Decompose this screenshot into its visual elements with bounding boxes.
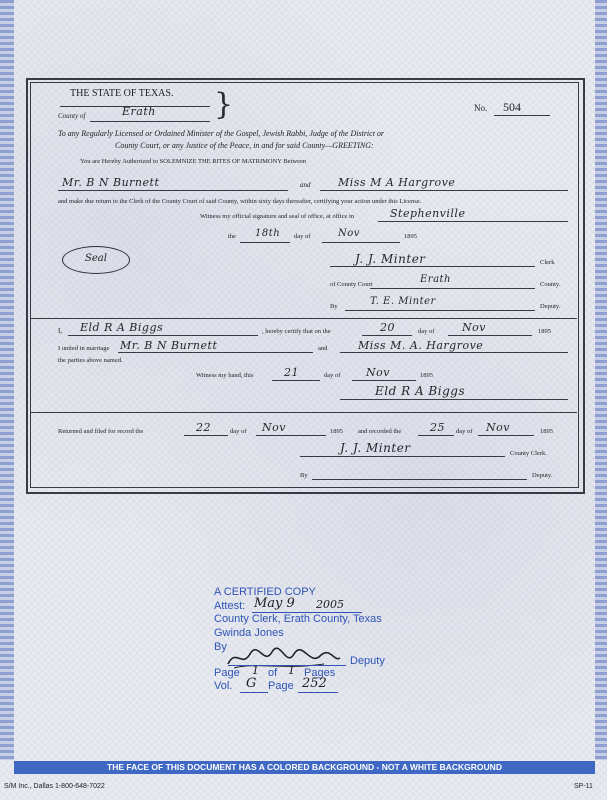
recorded-year: 1895 — [540, 428, 553, 435]
colored-background-banner: THE FACE OF THIS DOCUMENT HAS A COLORED BACKGROUND - NOT A WHITE BACKGROUND — [14, 761, 595, 774]
license-day-value: 18th — [255, 228, 281, 239]
county-court-label: of County Court — [330, 281, 373, 288]
returned-label: Returned and filed for record the — [58, 428, 144, 435]
bride-name: Miss M A Hargrove — [338, 176, 456, 189]
stamp-vol-page-value: 252 — [302, 676, 327, 691]
attest-date: May 9 — [254, 596, 295, 611]
filed-year: 1895 — [330, 428, 343, 435]
right-edge-pattern — [595, 0, 607, 760]
certificate-day-of-label: day of — [418, 328, 435, 335]
stamp-of-label: of — [268, 667, 278, 679]
office-place: Stephenville — [390, 207, 466, 220]
vol-page-underline — [298, 692, 338, 693]
stamp-pages-value: 1 — [288, 664, 295, 677]
county-label: County of — [58, 112, 86, 120]
certificate-bride-underline — [340, 352, 568, 353]
certificate-day-underline — [362, 335, 412, 336]
county-clerk-label: County Clerk. — [510, 450, 547, 457]
state-heading: THE STATE OF TEXAS. — [70, 88, 174, 99]
license-year: 1895 — [404, 233, 417, 240]
stamp-vol-page-label: Page — [268, 680, 294, 692]
section-separator-1 — [30, 318, 577, 319]
stamp-vol-label: Vol. — [214, 680, 233, 692]
left-edge-pattern — [0, 0, 14, 760]
license-day-of-label: day of — [294, 233, 311, 240]
county-value: Erath — [122, 105, 156, 118]
filing-clerk-underline — [300, 456, 505, 457]
certified-copy-title: A CERTIFIED COPY — [214, 586, 316, 598]
witness-hand-label: Witness my hand, this — [196, 372, 254, 379]
certify-text: , hereby certify that on the — [262, 328, 331, 335]
recorded-day-underline — [418, 435, 454, 436]
certificate-month-underline — [448, 335, 532, 336]
return-instructions: and make due return to the Clerk of the County Court of said County, within sixty days thereafter, certifying your action under this License. — [58, 198, 422, 205]
certificate-groom: Mr. B N Burnett — [120, 339, 218, 352]
bride-underline — [320, 190, 568, 191]
certificate-groom-underline — [118, 352, 313, 353]
certificate-month-value: Nov — [462, 321, 486, 334]
publisher-text: S/M Inc., Dallas 1-800-648-7022 — [4, 783, 105, 790]
officiant-underline — [68, 335, 258, 336]
stamp-deputy-label: Deputy — [350, 655, 385, 667]
license-day-underline — [240, 242, 290, 243]
officiant-signature: Eld R A Biggs — [375, 384, 466, 398]
filing-clerk-signature: J. J. Minter — [340, 441, 411, 455]
attest-year: 2005 — [316, 598, 344, 611]
recorded-month-value: Nov — [486, 421, 510, 434]
filed-month-underline — [256, 435, 326, 436]
form-code: SP-11 — [574, 783, 593, 790]
license-by-label: By — [330, 303, 338, 310]
license-month-underline — [322, 242, 400, 243]
recorded-day-of-label: day of — [456, 428, 473, 435]
deputy-signature: T. E. Minter — [370, 296, 436, 307]
license-number-value: 504 — [503, 100, 521, 114]
county-underline — [90, 121, 210, 122]
county-clerk-line: County Clerk, Erath County, Texas — [214, 613, 382, 625]
filing-deputy-label: Deputy. — [532, 472, 553, 479]
certificate-bride: Miss M. A. Hargrove — [358, 339, 484, 352]
officiant-signature-underline — [340, 399, 568, 400]
license-deputy-label: Deputy. — [540, 303, 561, 310]
filing-by-label: By — [300, 472, 308, 479]
filing-deputy-underline — [312, 479, 527, 480]
vol-underline — [240, 692, 268, 693]
county-court-underline — [370, 288, 535, 289]
certificate-year: 1895 — [538, 328, 551, 335]
filed-day-value: 22 — [196, 421, 211, 434]
witness-day-value: 21 — [284, 366, 299, 379]
stamp-signature-underline — [228, 665, 346, 666]
witness-text: Witness my official signature and seal of office, at office in — [200, 213, 355, 220]
certificate-i-label: I, — [58, 327, 63, 335]
groom-underline — [58, 190, 288, 191]
county-suffix: County. — [540, 281, 561, 288]
seal-stamp — [62, 246, 130, 274]
clerk-label: Clerk — [540, 259, 555, 266]
united-label: I united in marriage — [58, 345, 110, 352]
seal-text: Seal — [85, 253, 107, 264]
parties-and-label: and — [300, 181, 311, 189]
license-the-label: the — [228, 233, 236, 240]
filed-day-of-label: day of — [230, 428, 247, 435]
certificate-day-value: 20 — [380, 321, 395, 334]
witness-day-underline — [272, 380, 320, 381]
stamp-vol-value: G — [246, 676, 257, 691]
attest-label: Attest: — [214, 600, 246, 612]
stamp-pages-label: Pages — [304, 667, 336, 679]
license-number-label: No. — [474, 103, 488, 113]
witness-month-value: Nov — [366, 366, 390, 379]
authorization-text: You are Hereby Authorized to SOLEMNIZE THE RITES OF MATRIMONY Between — [80, 158, 307, 165]
officiant-name: Eld R A Biggs — [80, 321, 164, 334]
certificate-and-label: and — [318, 345, 328, 352]
deputy-underline — [345, 310, 535, 311]
county-court-value: Erath — [420, 274, 452, 285]
recorded-label: and recorded the — [358, 428, 402, 435]
stamp-page-label: Page — [214, 667, 240, 679]
license-number-underline — [494, 115, 550, 116]
preamble-line-1: To any Regularly Licensed or Ordained Minister of the Gospel, Jewish Rabbi, Judge of the District or — [58, 129, 385, 138]
witness-year: 1895 — [420, 372, 433, 379]
witness-day-of-label: day of — [324, 372, 341, 379]
recorded-month-underline — [478, 435, 534, 436]
stamp-by-label: By — [214, 641, 227, 653]
filed-day-underline — [184, 435, 228, 436]
parties-text: the parties above named. — [58, 357, 123, 364]
witness-month-underline — [352, 380, 416, 381]
header-brace: } — [214, 87, 234, 122]
preamble-line-2: County Court, or any Justice of the Peace, in and for said County—GREETING: — [115, 141, 374, 150]
groom-name: Mr. B N Burnett — [62, 176, 160, 189]
stamp-page-value: 1 — [252, 664, 259, 677]
clerk-name: Gwinda Jones — [214, 627, 284, 639]
filed-month-value: Nov — [262, 421, 286, 434]
recorded-day-value: 25 — [430, 421, 445, 434]
office-place-underline — [378, 221, 568, 222]
section-separator-2 — [30, 412, 577, 413]
clerk-signature-underline — [330, 266, 535, 267]
clerk-signature: J. J. Minter — [355, 252, 426, 266]
license-month-value: Nov — [338, 228, 360, 239]
